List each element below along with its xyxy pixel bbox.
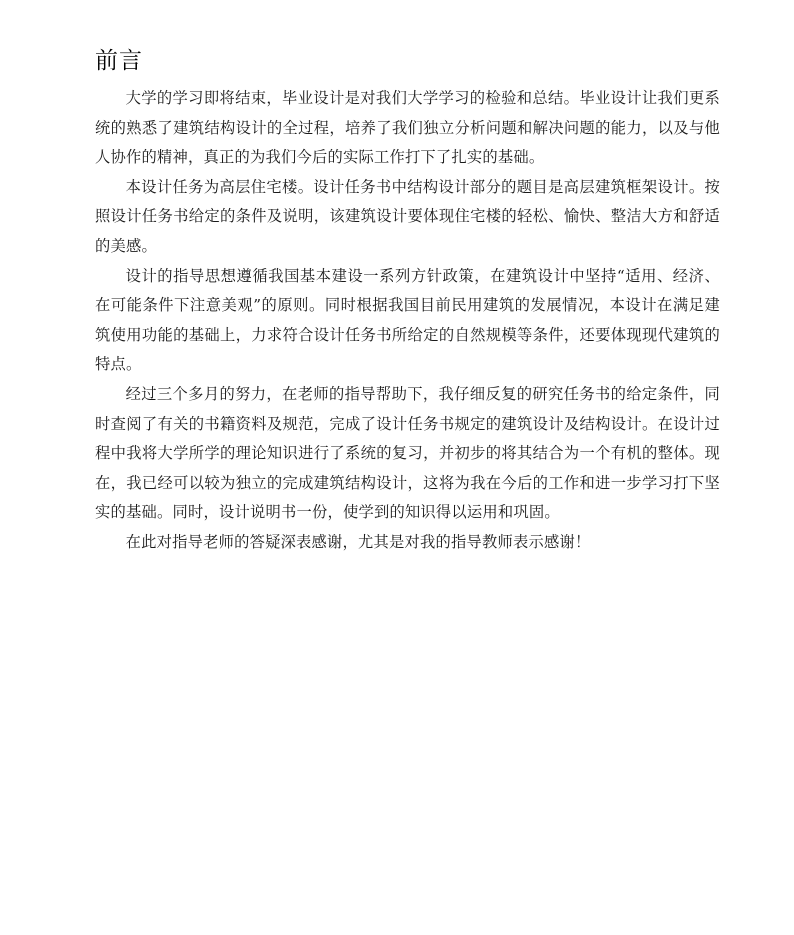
paragraph-3: 设计的指导思想遵循我国基本建设一系列方针政策，在建筑设计中坚持“适用、经济、在可能条件下注意美观”的原则。同时根据我国目前民用建筑的发展情况，本设计在满足建筑使用功能的基础上，力求符合设计任务书所给定的自然规模等条件，还要体现现代建筑的特点。 bbox=[95, 266, 720, 374]
page-title: 前言 bbox=[95, 48, 143, 74]
paragraph-4: 经过三个多月的努力，在老师的指导帮助下，我仔细反复的研究任务书的给定条件，同时查阅了有关的书籍资料及规范，完成了设计任务书规定的建筑设计及结构设计。在设计过程中我将大学所学的理论知识进行了系统的复习，并初步的将其结合为一个有机的整体。现在，我已经可以较为独立的完成建筑结构设计，这将为我在今后的工作和进一步学习打下坚实的基础。同时，设计说明书一份，使学到的知识得以运用和巩固。 bbox=[95, 384, 720, 522]
paragraph-2: 本设计任务为高层住宅楼。设计任务书中结构设计部分的题目是高层建筑框架设计。按照设计任务书给定的条件及说明，该建筑设计要体现住宅楼的轻松、愉快、整洁大方和舒适的美感。 bbox=[95, 177, 720, 255]
paragraph-5: 在此对指导老师的答疑深表感谢，尤其是对我的指导教师表示感谢！ bbox=[125, 532, 591, 551]
paragraph-1: 大学的学习即将结束，毕业设计是对我们大学学习的检验和总结。毕业设计让我们更系统的熟悉了建筑结构设计的全过程，培养了我们独立分析问题和解决问题的能力，以及与他人协作的精神，真正的为我们今后的实际工作打下了扎实的基础。 bbox=[95, 89, 720, 167]
document-body bbox=[95, 84, 720, 558]
